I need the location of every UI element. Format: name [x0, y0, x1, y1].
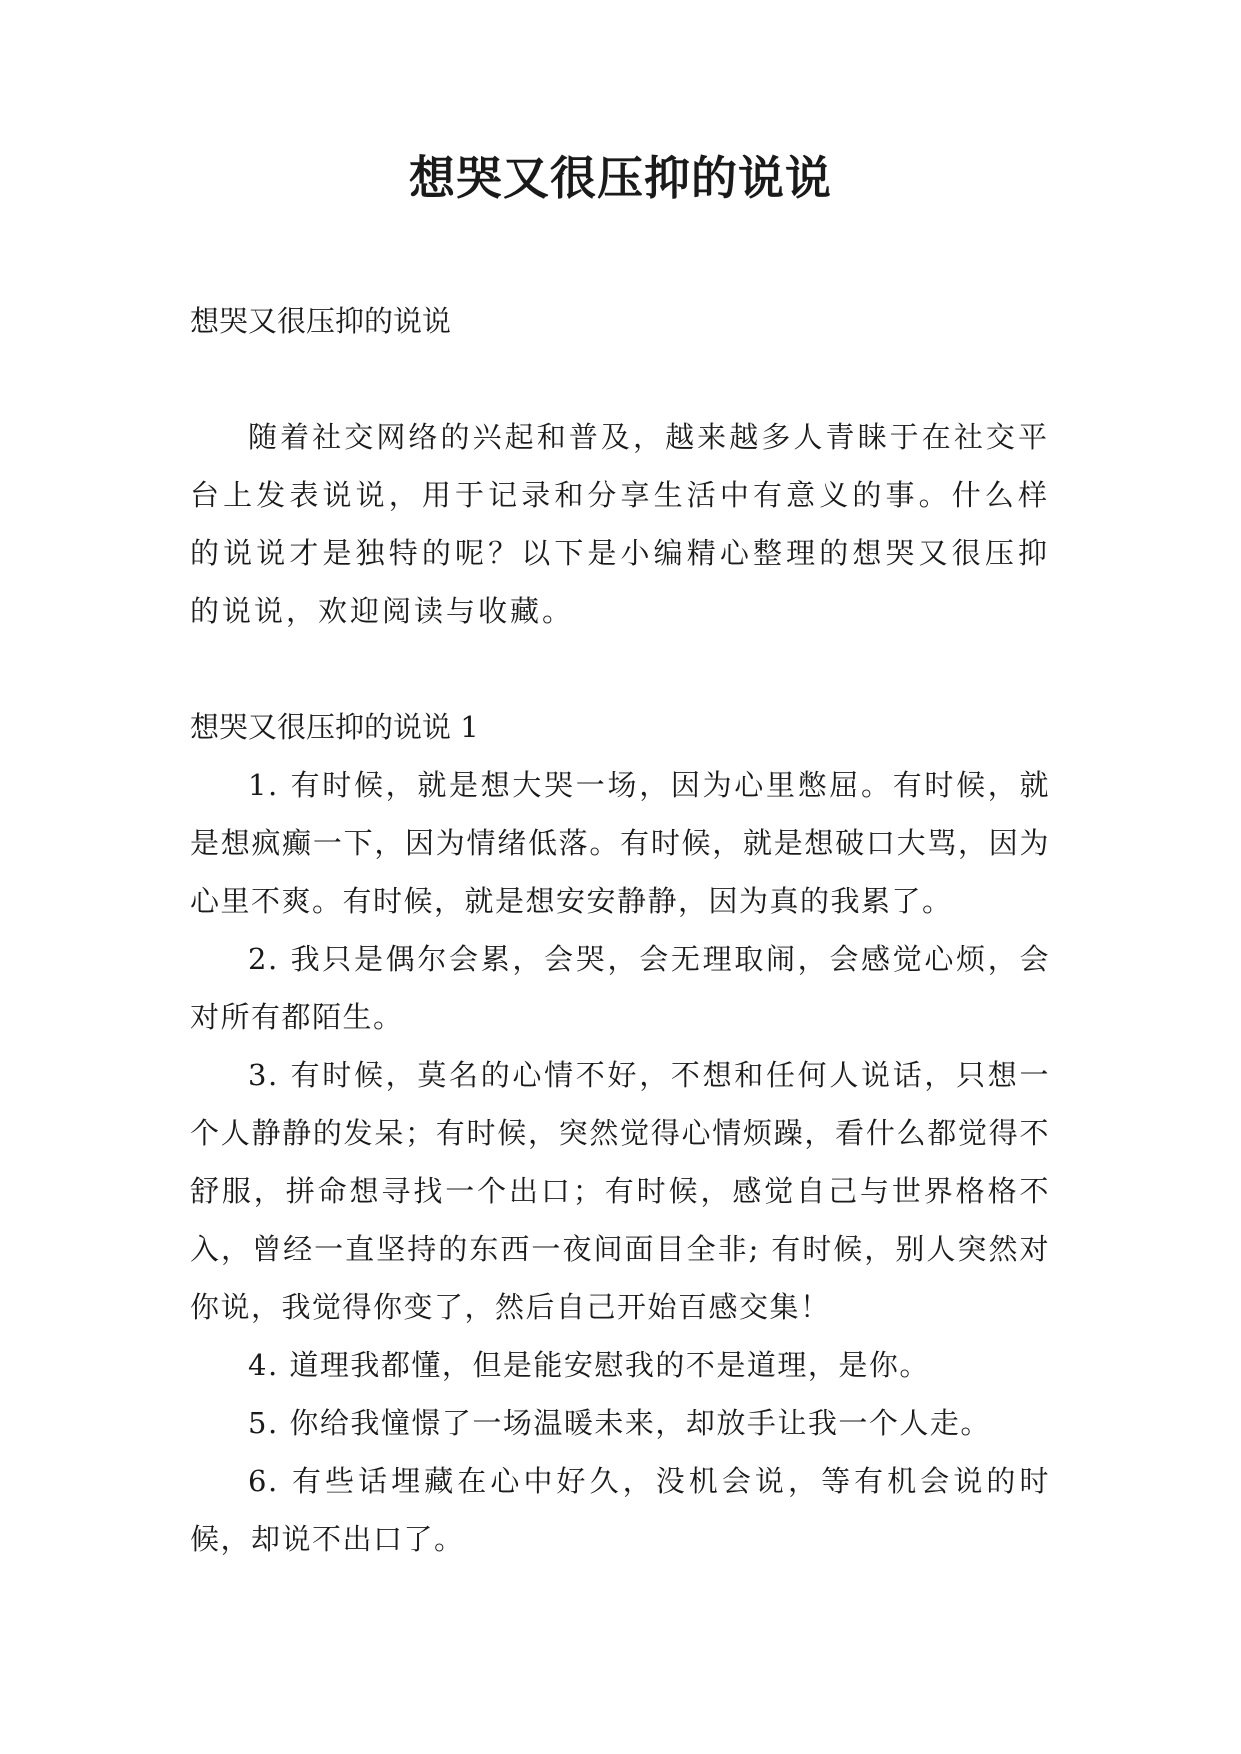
document-title: 想哭又很压抑的说说 — [409, 151, 832, 205]
list-item: 3. 有时候，莫名的心情不好，不想和任何人说话，只想一个人静静的发呆；有时候，突然觉得心情烦躁，看什么都觉得不舒服，拼命想寻找一个出口；有时候，感觉自己与世界格格不入，曾经一直坚持的东西一夜间面目全非; 有时候，别人突然对你说，我觉得你变了，然后自己开始百感交集！ — [190, 1058, 1050, 1324]
document-body — [190, 292, 1050, 1568]
section-heading: 想哭又很压抑的说说 1 — [190, 710, 479, 744]
list-item: 2. 我只是偶尔会累，会哭，会无理取闹，会感觉心烦，会对所有都陌生。 — [190, 942, 1050, 1034]
list-item: 5. 你给我憧憬了一场温暖未来，却放手让我一个人走。 — [248, 1406, 991, 1440]
document-subtitle: 想哭又很压抑的说说 — [190, 304, 452, 338]
list-item: 1. 有时候，就是想大哭一场，因为心里憋屈。有时候，就是想疯癫一下，因为情绪低落。有时候，就是想破口大骂，因为心里不爽。有时候，就是想安安静静，因为真的我累了。 — [190, 768, 1050, 918]
list-item: 6. 有些话埋藏在心中好久，没机会说，等有机会说的时候，却说不出口了。 — [190, 1464, 1050, 1556]
list-item: 4. 道理我都懂，但是能安慰我的不是道理，是你。 — [248, 1348, 930, 1382]
intro-paragraph: 随着社交网络的兴起和普及，越来越多人青睐于在社交平台上发表说说，用于记录和分享生活中有意义的事。什么样的说说才是独特的呢？以下是小编精心整理的想哭又很压抑的说说，欢迎阅读与收藏。 — [190, 420, 1050, 628]
